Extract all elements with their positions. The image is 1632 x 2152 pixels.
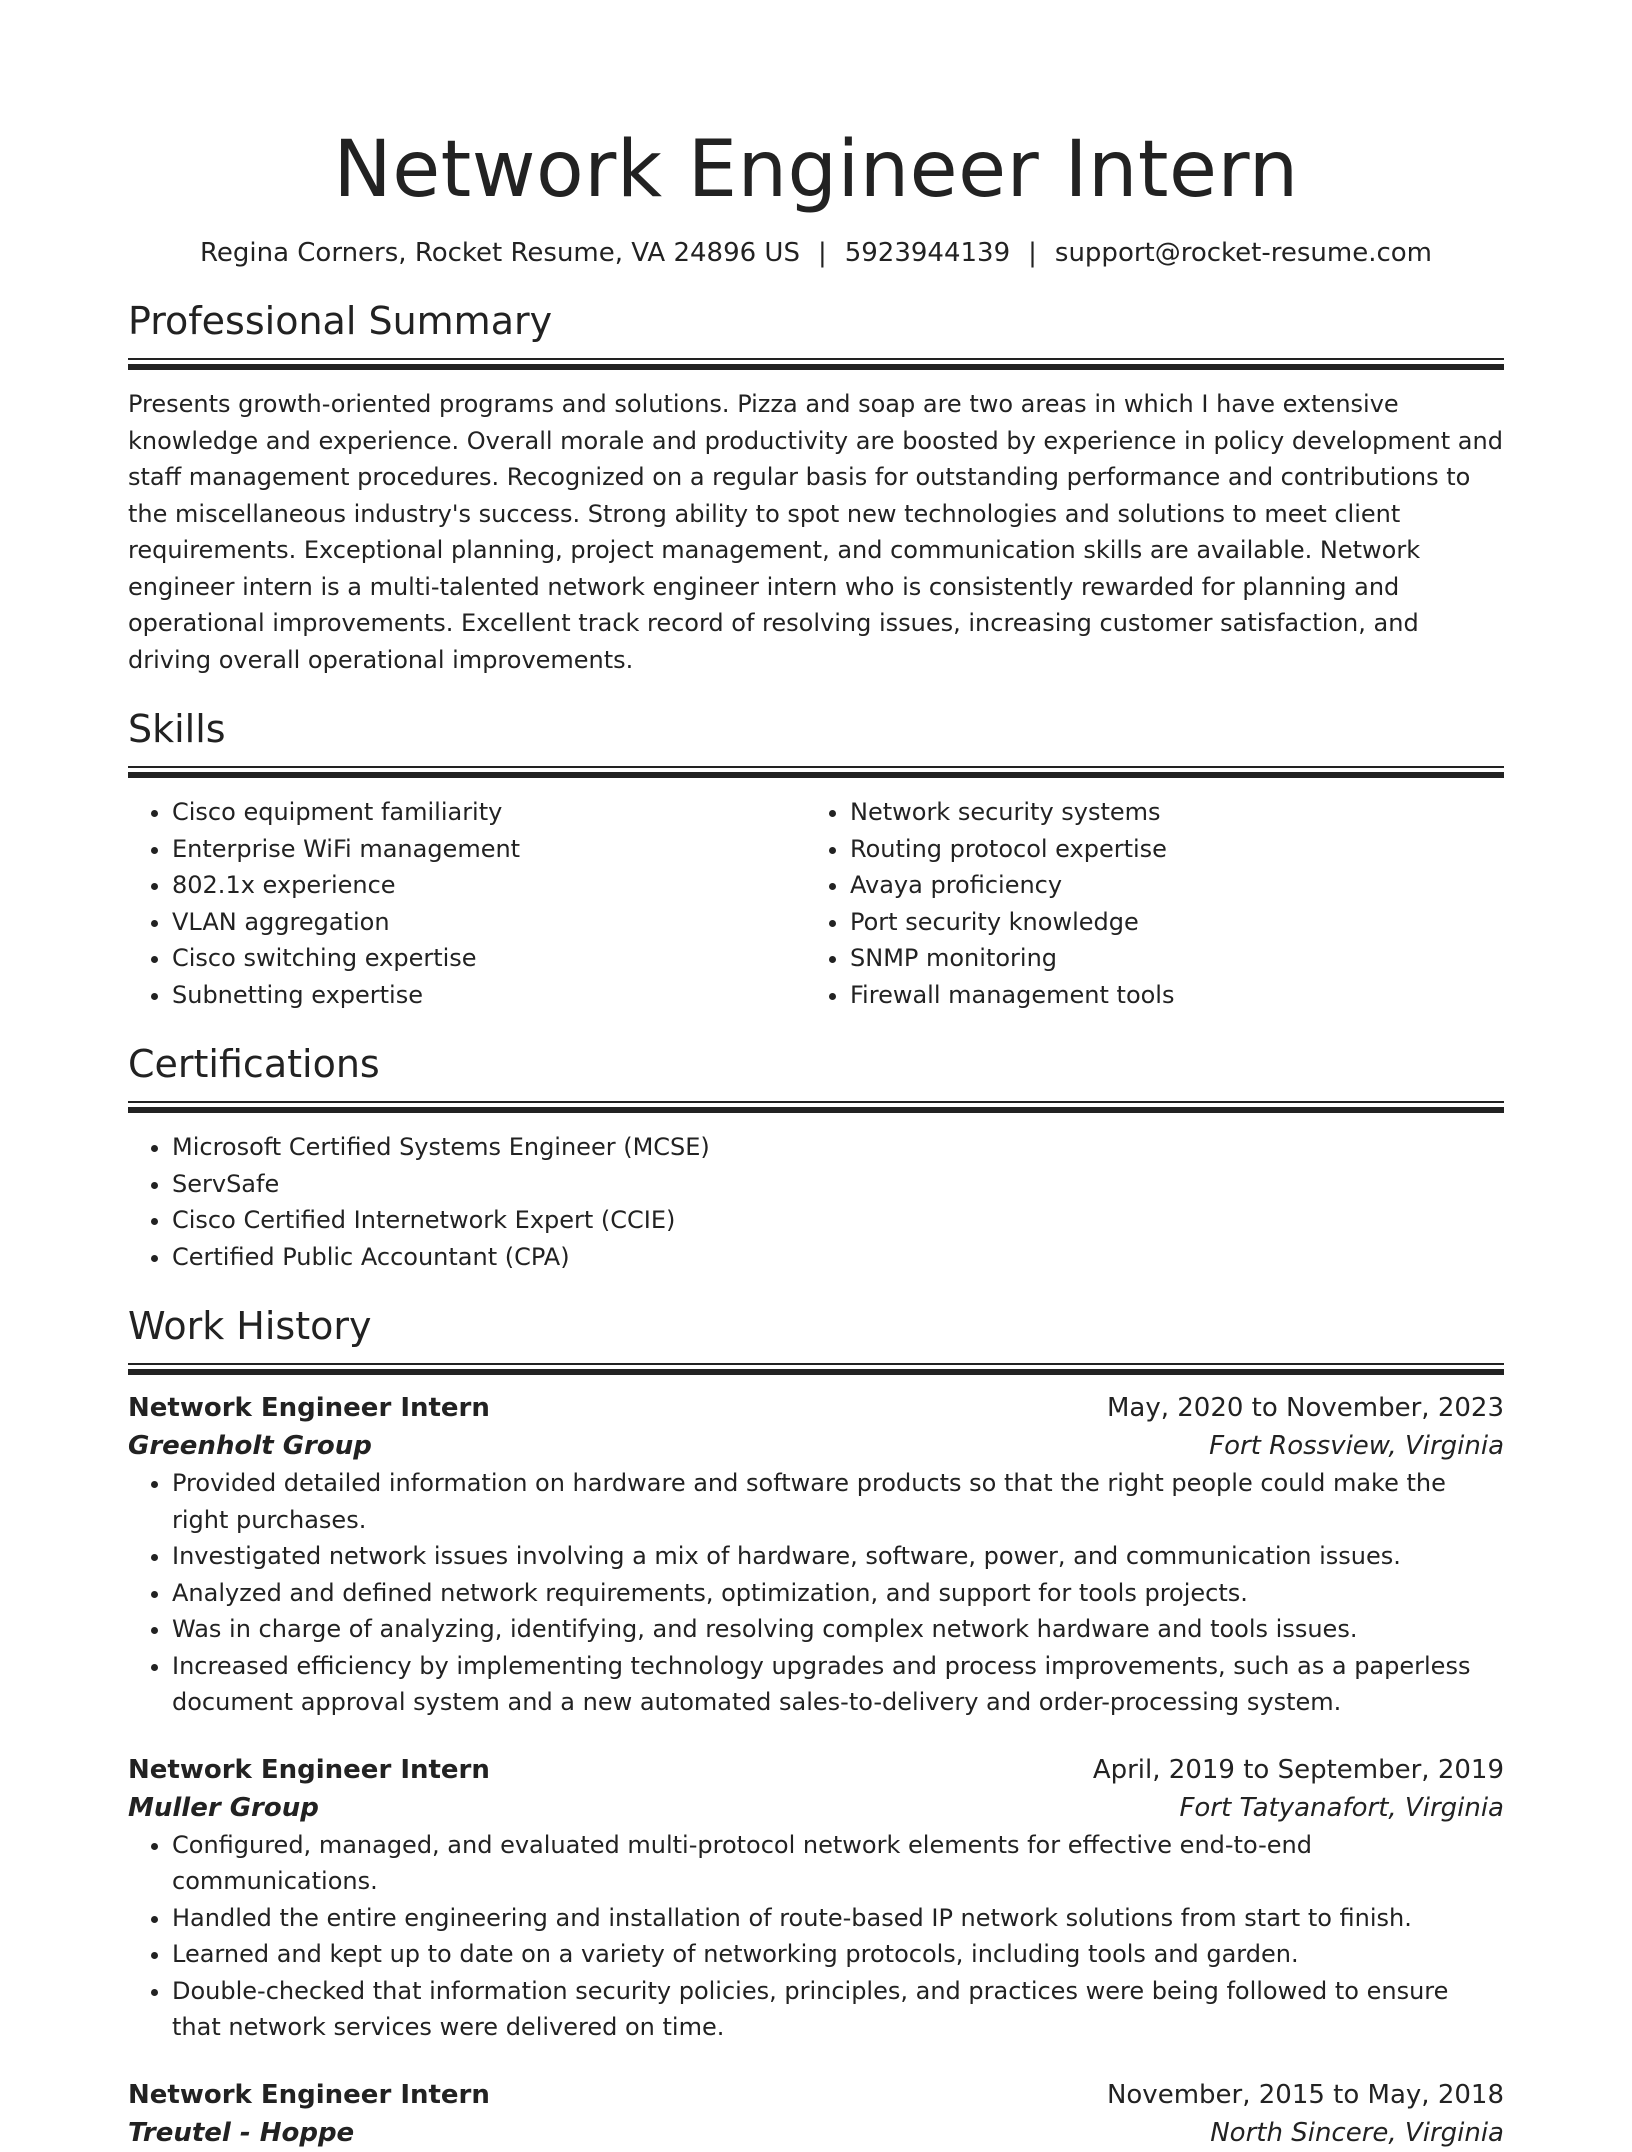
- summary-heading: Professional Summary: [128, 299, 553, 343]
- job-header: [128, 1751, 1504, 1789]
- skills-heading: Skills: [128, 707, 226, 751]
- job-header: [128, 2076, 1504, 2114]
- certifications-section: [128, 1039, 1504, 1275]
- list-item: • Handled the entire engineering and installation of route-based IP network solutions from start to finish.: [172, 1900, 1504, 1937]
- list-item: • Microsoft Certified Systems Engineer (MCSE): [172, 1129, 1504, 1166]
- skills-column-right: [806, 794, 1484, 1013]
- job-subheader: [128, 2114, 1504, 2152]
- contact-phone: 5923944139: [844, 238, 1011, 268]
- contact-email: support@rocket-resume.com: [1054, 238, 1433, 268]
- summary-text: Presents growth-oriented programs and solutions. Pizza and soap are two areas in which I have extensive knowledge and experience. Overall morale and productivity are boosted by experience in policy development and staff management procedures. Recognized on a regular basis for outstanding performance and contributions to the miscellaneous industry's success. Strong ability to spot new technologies and solutions to meet client requirements. Exceptional planning, project management, and communication skills are available. Network engineer intern is a multi-talented network engineer intern who is consistently rewarded for planning and operational improvements. Excellent track record of resolving issues, increasing customer satisfaction, and driving overall operational improvements.: [128, 390, 1503, 674]
- list-item: • Enterprise WiFi management: [172, 831, 806, 868]
- job-entry: [128, 1751, 1504, 2046]
- skills-list-right: [806, 794, 1484, 1013]
- job-location: North Sincere, Virginia: [1210, 2117, 1504, 2148]
- work-history-section: [128, 1301, 1504, 2152]
- contact-separator: |: [817, 238, 827, 268]
- list-item: • Analyzed and defined network requirements, optimization, and support for tools projects.: [172, 1575, 1504, 1612]
- contact-line: [128, 236, 1504, 270]
- job-bullets: [128, 1465, 1504, 1721]
- section-divider: [128, 766, 1504, 778]
- list-item: • Double-checked that information security policies, principles, and practices were being followed to ensure that network services were delivered on time.: [172, 1973, 1504, 2046]
- list-item: • Provided detailed information on hardware and software products so that the right people could make the right purchases.: [172, 1465, 1504, 1538]
- job-dates: April, 2019 to September, 2019: [1092, 1754, 1504, 1785]
- job-entry: [128, 2076, 1504, 2152]
- list-item: • Certified Public Accountant (CPA): [172, 1239, 1504, 1276]
- job-location: Fort Rossview, Virginia: [1209, 1431, 1504, 1461]
- job-company: Treutel - Hoppe: [128, 2117, 355, 2148]
- job-dates: November, 2015 to May, 2018: [1106, 2079, 1504, 2110]
- list-item: • 802.1x experience: [172, 867, 806, 904]
- list-item: • Configured, managed, and evaluated multi-protocol network elements for effective end-to-end communications.: [172, 1827, 1504, 1900]
- job-title: Network Engineer Intern: [128, 1754, 490, 1785]
- list-item: • Cisco Certified Internetwork Expert (CCIE): [172, 1202, 1504, 1239]
- job-company: Muller Group: [128, 1792, 319, 1823]
- contact-separator: |: [1028, 238, 1037, 268]
- list-item: • Was in charge of analyzing, identifying, and resolving complex network hardware and tools issues.: [172, 1611, 1504, 1648]
- certifications-heading: Certifications: [128, 1042, 380, 1086]
- list-item: • SNMP monitoring: [850, 940, 1484, 977]
- list-item: • Increased efficiency by implementing technology upgrades and process improvements, such as a paperless document approval system and a new automated sales-to-delivery and order-processing system.: [172, 1648, 1504, 1721]
- job-subheader: [128, 1427, 1504, 1465]
- job-title: Network Engineer Intern: [128, 2079, 490, 2110]
- list-item: • Cisco equipment familiarity: [172, 794, 806, 831]
- skills-grid: [128, 794, 1504, 1013]
- list-item: • Routing protocol expertise: [850, 831, 1484, 868]
- resume-page: [128, 0, 1504, 2152]
- job-entry: [128, 1389, 1504, 1721]
- list-item: • Cisco switching expertise: [172, 940, 806, 977]
- skills-list-left: [128, 794, 806, 1013]
- section-divider: [128, 1101, 1504, 1113]
- job-header: [128, 1389, 1504, 1427]
- job-location: Fort Tatyanafort, Virginia: [1179, 1792, 1504, 1823]
- list-item: • Avaya proficiency: [850, 867, 1484, 904]
- list-item: • Subnetting expertise: [172, 977, 806, 1014]
- list-item: • Firewall management tools: [850, 977, 1484, 1014]
- list-item: • Network security systems: [850, 794, 1484, 831]
- work-history-heading: Work History: [128, 1304, 372, 1348]
- job-company: Greenholt Group: [128, 1431, 372, 1461]
- list-item: • VLAN aggregation: [172, 904, 806, 941]
- summary-section: [128, 296, 1504, 678]
- resume-title: Network Engineer Intern: [333, 125, 1299, 215]
- job-subheader: [128, 1789, 1504, 1827]
- contact-address: Regina Corners, Rocket Resume, VA 24896 US: [199, 238, 800, 268]
- job-title: Network Engineer Intern: [128, 1393, 490, 1423]
- skills-column-left: [128, 794, 806, 1013]
- skills-section: [128, 704, 1504, 1013]
- list-item: • Port security knowledge: [850, 904, 1484, 941]
- job-bullets: [128, 1827, 1504, 2046]
- certifications-list: [128, 1129, 1504, 1275]
- list-item: • Investigated network issues involving a mix of hardware, software, power, and communication issues.: [172, 1538, 1504, 1575]
- job-dates: May, 2020 to November, 2023: [1106, 1393, 1504, 1423]
- section-divider: [128, 1363, 1504, 1375]
- list-item: • ServSafe: [172, 1166, 1504, 1203]
- list-item: • Learned and kept up to date on a variety of networking protocols, including tools and garden.: [172, 1936, 1504, 1973]
- section-divider: [128, 358, 1504, 370]
